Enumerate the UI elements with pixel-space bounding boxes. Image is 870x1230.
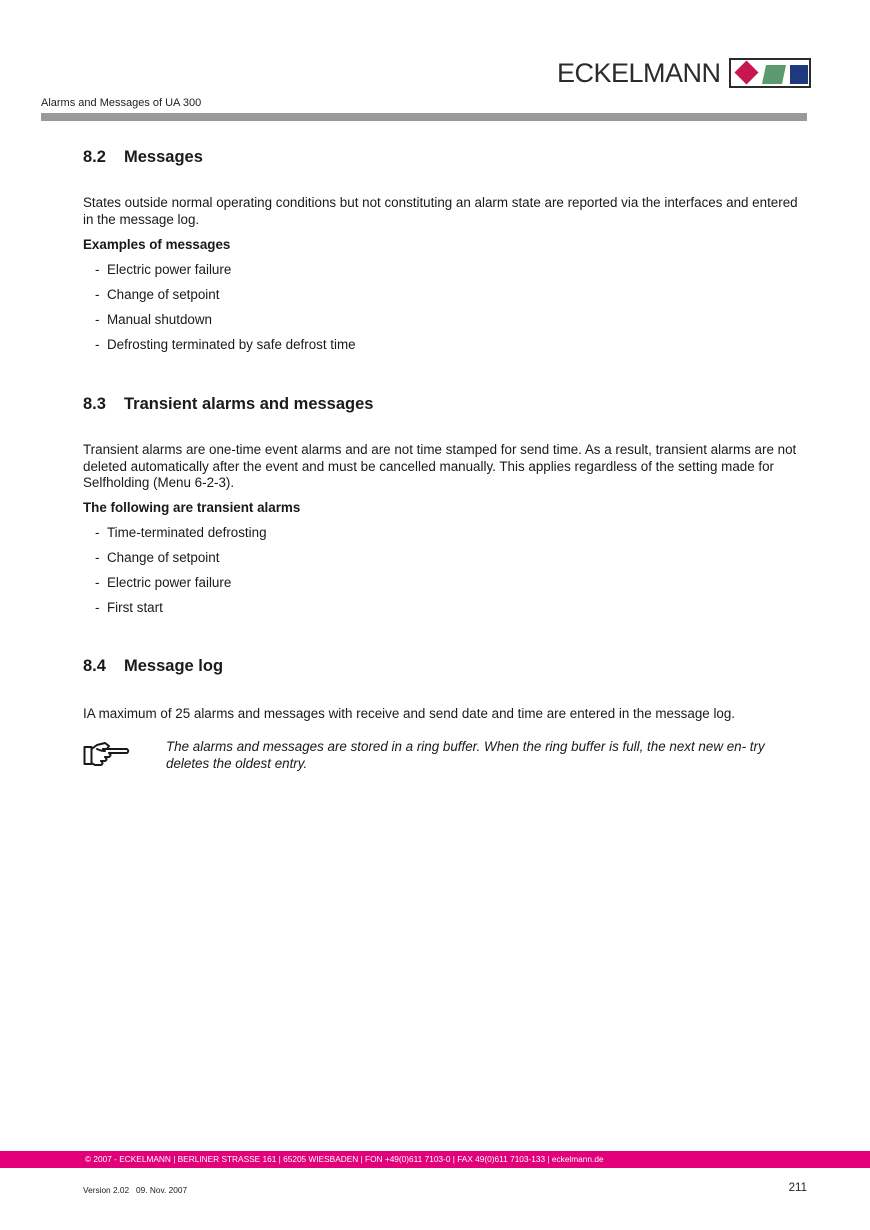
section-8-2-list [95,262,356,362]
note-text: The alarms and messages are stored in a ring buffer. When the ring buffer is full, the next new en- try deletes the oldest entry. [166,739,765,771]
running-header-title: Alarms and Messages of UA 300 [41,97,202,109]
list-item: - Electric power failure [95,262,356,287]
logo-mark-icon [729,58,811,88]
company-logo [557,58,811,88]
section-heading-8-2 [83,148,203,167]
section-number: 8.2 [83,148,106,166]
section-title: Messages [124,148,203,166]
section-8-4-intro: IA maximum of 25 alarms and messages with receive and send date and time are entered in the message log. [83,706,736,721]
section-8-2-intro: States outside normal operating conditions but not constituting an alarm state are reported via the interfaces and entered in the message log. [83,195,798,227]
logo-wordmark: ECKELMANN [557,58,721,88]
section-8-3-intro: Transient alarms are one-time event alarms and are not time stamped for send time. As a result, transient alarms are not deleted automatically after the event and must be cancelled manually. This applies regardless of the setting made for Selfholding (Menu 6-2-3). [83,442,797,490]
footer-address: © 2007 - ECKELMANN | BERLINER STRASSE 161 | 65205 WIESBADEN | FON +49(0)611 7103-0 | FAX 49(0)611 7103-133 | eckelmann.de [85,1154,604,1164]
section-8-3-subheading: The following are transient alarms [83,500,301,515]
section-heading-8-4 [83,657,223,676]
section-title: Transient alarms and messages [124,395,374,413]
list-item: - First start [95,600,267,625]
list-item: - Defrosting terminated by safe defrost time [95,337,356,362]
list-item: - Manual shutdown [95,312,356,337]
list-item: - Change of setpoint [95,287,356,312]
section-8-2-subheading: Examples of messages [83,237,231,252]
header-divider-bar [41,113,807,121]
section-number: 8.3 [83,395,106,413]
list-item: - Change of setpoint [95,550,267,575]
section-8-3-list [95,525,267,625]
list-item: - Electric power failure [95,575,267,600]
version-info: Version 2.02 09. Nov. 2007 [83,1185,188,1195]
section-title: Message log [124,657,224,675]
list-item: - Time-terminated defrosting [95,525,267,550]
section-number: 8.4 [83,657,106,675]
pointing-hand-icon [83,739,131,769]
section-heading-8-3 [83,395,373,414]
page-number: 211 [788,1182,807,1194]
